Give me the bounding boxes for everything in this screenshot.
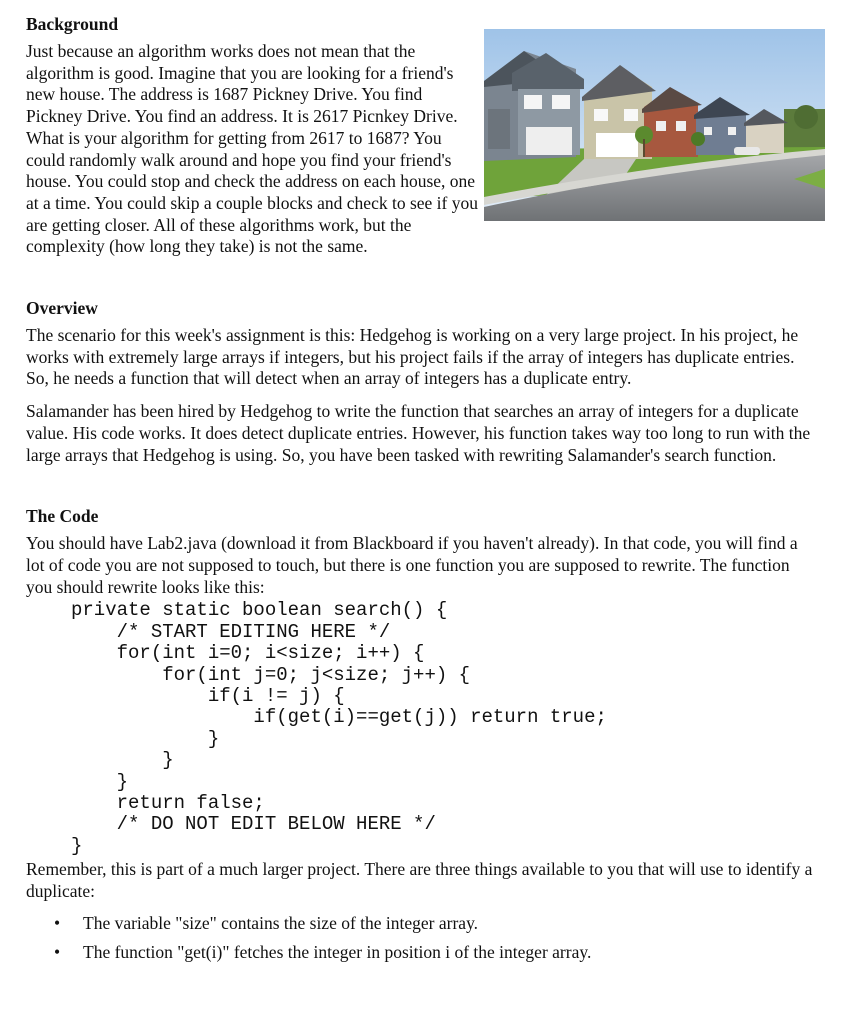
list-item-text: The variable "size" contains the size of the integer array. xyxy=(83,912,479,933)
the-code-paragraph: You should have Lab2.java (download it from Blackboard if you haven't already). In that code, you will find a lot of code you are not supposed to touch, but there is one function you are supposed to rewrite. The function you should rewrite looks like this: xyxy=(26,533,798,597)
overview-heading: Overview xyxy=(26,298,98,319)
the-code-heading: The Code xyxy=(26,506,99,527)
bullet-icon: • xyxy=(54,912,61,933)
background-heading: Background xyxy=(26,14,119,34)
overview-paragraph-1: The scenario for this week's assignment is this: Hedgehog is working on a very large project. In his project, he works with extremely large arrays if integers, but his project fails if the array of integers has duplicate entries. So, he needs a function that will detect when an array of integers has a duplicate entry. xyxy=(26,325,799,389)
the-code-section xyxy=(26,504,818,964)
overview-section xyxy=(26,296,818,466)
reminder-paragraph: Remember, this is part of a much larger project. There are three things available to you that will use to identify a duplicate: xyxy=(26,859,813,901)
background-section xyxy=(26,12,818,258)
list-item xyxy=(26,942,818,964)
overview-paragraph-2: Salamander has been hired by Hedgehog to write the function that searches an array of integers for a duplicate value. His code works. It does detect duplicate entries. However, his function takes way too long to run with the large arrays that Hedgehog is using. So, you have been tasked with rewriting Salamander's search function. xyxy=(26,401,811,465)
background-paragraph: Just because an algorithm works does not mean that the algorithm is good. Imagine that you are looking for a friend's new house. The address is 1687 Pickney Drive. You find Pickney Drive. You find an address. It is 2617 Picnkey Drive. What is your algorithm for getting from 2617 to 1687? You could randomly walk around and hope you find your friend's house. You could stop and check the address on each house, one at a time. You could skip a couple blocks and check to see if you are getting closer. All of these algorithms work, but the complexity (how long they take) is not the same. xyxy=(26,41,478,257)
bullet-icon: • xyxy=(54,942,61,963)
document-page xyxy=(26,12,818,972)
suburban-street-image xyxy=(484,29,825,221)
list-item xyxy=(26,913,818,935)
available-things-list xyxy=(26,913,818,964)
house-street-photo xyxy=(484,29,825,221)
code-block: private static boolean search() { /* START EDITING HERE */ for(int i=0; i<size; i++) { for(int j=0; j<size; j++) { if(i != j) { if(get(i)==get(j)) return true; } } } return false; /* DO NOT EDIT BELOW HERE */ } xyxy=(71,599,607,857)
list-item-text: The function "get(i)" fetches the integer in position i of the integer array. xyxy=(83,942,592,963)
